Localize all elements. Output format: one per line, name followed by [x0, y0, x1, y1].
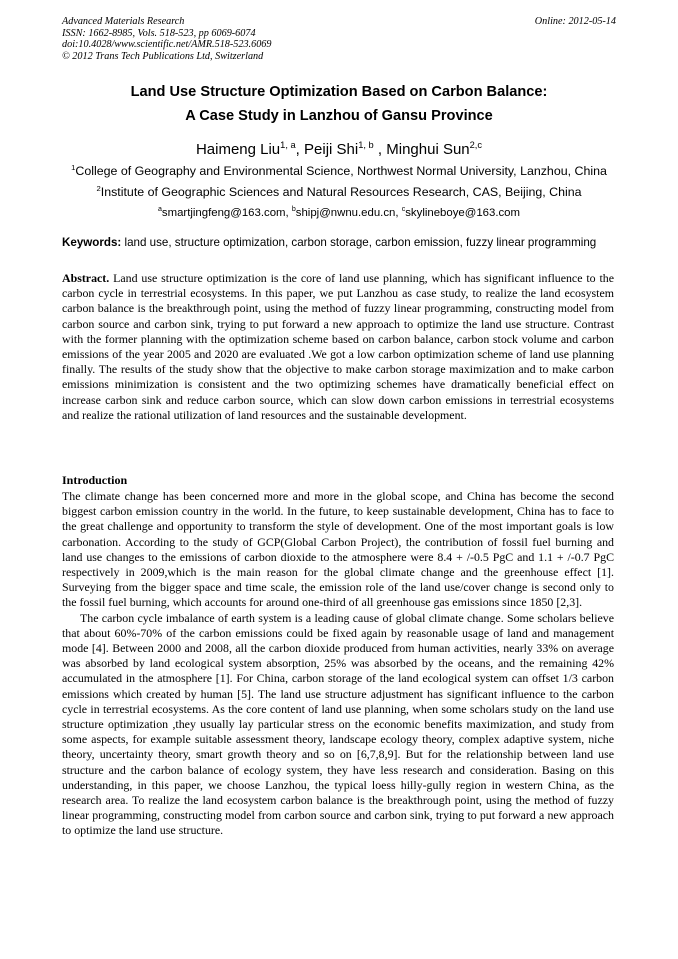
doi-line: doi:10.4028/www.scientific.net/AMR.518-523.6069	[62, 39, 272, 51]
author-name: Minghui Sun	[386, 141, 470, 158]
affiliation-1	[40, 164, 638, 178]
online-date: Online: 2012-05-14	[534, 16, 616, 27]
abstract-label: Abstract.	[62, 271, 110, 285]
journal-name: Advanced Materials Research	[62, 16, 185, 27]
email-superscript: a	[157, 206, 162, 214]
affiliation-2	[40, 185, 638, 199]
paper-title-line-2: A Case Study in Lanzhou of Gansu Province	[185, 108, 493, 124]
affiliation-superscript: 1	[71, 162, 76, 172]
keywords-label: Keywords:	[62, 236, 122, 249]
affiliation-text: Institute of Geographic Sciences and Natural Resources Research, CAS, Beijing, China	[100, 185, 582, 199]
abstract-text: Land use structure optimization is the core of land use planning, which has significant influence to the carbon cycle in terrestrial ecosystems. In this paper, we put Lanzhou as case study, to realize the land ecosystem carbon balance is the breakthrough point, using the method of fuzzy linear programming, constructing model from carbon source and carbon sink, trying to put forward a new approach to optimize the land use structure. Contrast with the former planning with the optimization scheme based on carbon balance, carbon stock volume and carbon emissions of the year 2005 and 2020 are evaluated .We got a low carbon optimization scheme of land use planning finally. The results of the study show that the objective to make carbon storage maximization and to make carbon emissions minimization is consistent and the two optimizing schemes have dramatically beneficial effect on increase carbon sink and reduce carbon source, which can slow down carbon emissions in terrestrial ecosystems and realize the rational utilization of land resources and the sustainable development.	[62, 271, 614, 422]
introduction-paragraph: The carbon cycle imbalance of earth system is a leading cause of global climate change. Some scholars believe that about 60%-70% of the carbon emissions could be fixed again by reasonable usage of land and management mode [4]. Between 2000 and 2008, all the carbon dioxide produced from human activities, nearly 33% on average was absorbed by land ecological system absorption, 25% was absorbed by the oceans, and the remaining 42% accumulated in the atmosphere [1]. For China, carbon storage of the land ecological system can offset 1/3 carbon emissions which created by human [5]. The land use structure adjustment has significant influence to the carbon cycle in terrestrial ecosystems. As the core content of land use planning, when some scholars study on the land use structure optimization ,they usually lay particular stress on the economic benefits maximization, and study from some aspects, for example suitable assessment theory, landscape ecology theory, complex adaptive system, niche theory, uncertainty theory, smart growth theory and so on [6,7,8,9]. But for the relationship between land use structure and the carbon balance of ecology system, they have less research and consideration. Basing on this understanding, in this paper, we choose Lanzhou, the typical loess hilly-gully region in western China, as the research area. To realize the land ecosystem carbon balance is the breakthrough point, using the method of fuzzy linear programming, constructing model from carbon source and carbon sink, trying to put forward a new approach to optimize the land use structure.	[62, 610, 614, 838]
author-name: Haimeng Liu	[195, 141, 281, 158]
keywords-text: land use, structure optimization, carbon storage, carbon emission, fuzzy linear programming	[124, 236, 597, 249]
introduction-heading: Introduction	[62, 473, 128, 487]
author-superscript: 2,c	[469, 140, 483, 150]
introduction-paragraph: The climate change has been concerned more and more in the global scope, and China has become the second biggest carbon emission country in the world. In the future, to keep sustainable development, China has to face to the great challenge and opportunity to transform the style of development. One of the most important goals is low carbonation. According to the study of GCP(Global Carbon Project), the contribution of fossil fuel burning and land use changes to the emissions of carbon dioxide to the atmosphere were 8.4 + /-0.5 PgC and 1.1 + /-0.7 PgC respectively in 2009,which is the main reason for the global climate change and the greenhouse effect [1]. Surveying from the bigger space and time scale, the emission role of the land use/cover change is second only to the fossil fuel burning, which accounts for around one-third of all greenhouse gas emissions since 1850 [2,3].	[62, 489, 614, 610]
author-superscript: 1, b	[358, 140, 374, 150]
copyright-line: © 2012 Trans Tech Publications Ltd, Switzerland	[62, 50, 264, 62]
affiliation-text: College of Geography and Environmental Science, Northwest Normal University, Lanzhou, China	[75, 164, 607, 178]
author-superscript: 1, a	[280, 140, 296, 150]
email-superscript: c	[401, 206, 406, 214]
email-address: skylineboye@163.com	[405, 207, 521, 219]
keywords-block	[62, 236, 614, 250]
issn-line: ISSN: 1662-8985, Vols. 518-523, pp 6069-6074	[62, 27, 256, 39]
email-address: shipj@nwnu.edu.cn,	[295, 207, 402, 219]
paper-title-line-1: Land Use Structure Optimization Based on Carbon Balance:	[130, 84, 548, 100]
email-superscript: b	[291, 206, 296, 214]
email-address: smartjingfeng@163.com,	[161, 207, 292, 219]
affiliation-superscript: 2	[96, 183, 101, 193]
author-name: Peiji Shi	[304, 141, 359, 158]
email-list	[40, 207, 638, 219]
introduction-body	[62, 489, 614, 839]
author-list	[40, 141, 638, 158]
author-separator: ,	[373, 141, 387, 158]
author-separator: ,	[295, 141, 305, 158]
journal-header	[62, 16, 616, 62]
abstract-block	[62, 271, 614, 423]
